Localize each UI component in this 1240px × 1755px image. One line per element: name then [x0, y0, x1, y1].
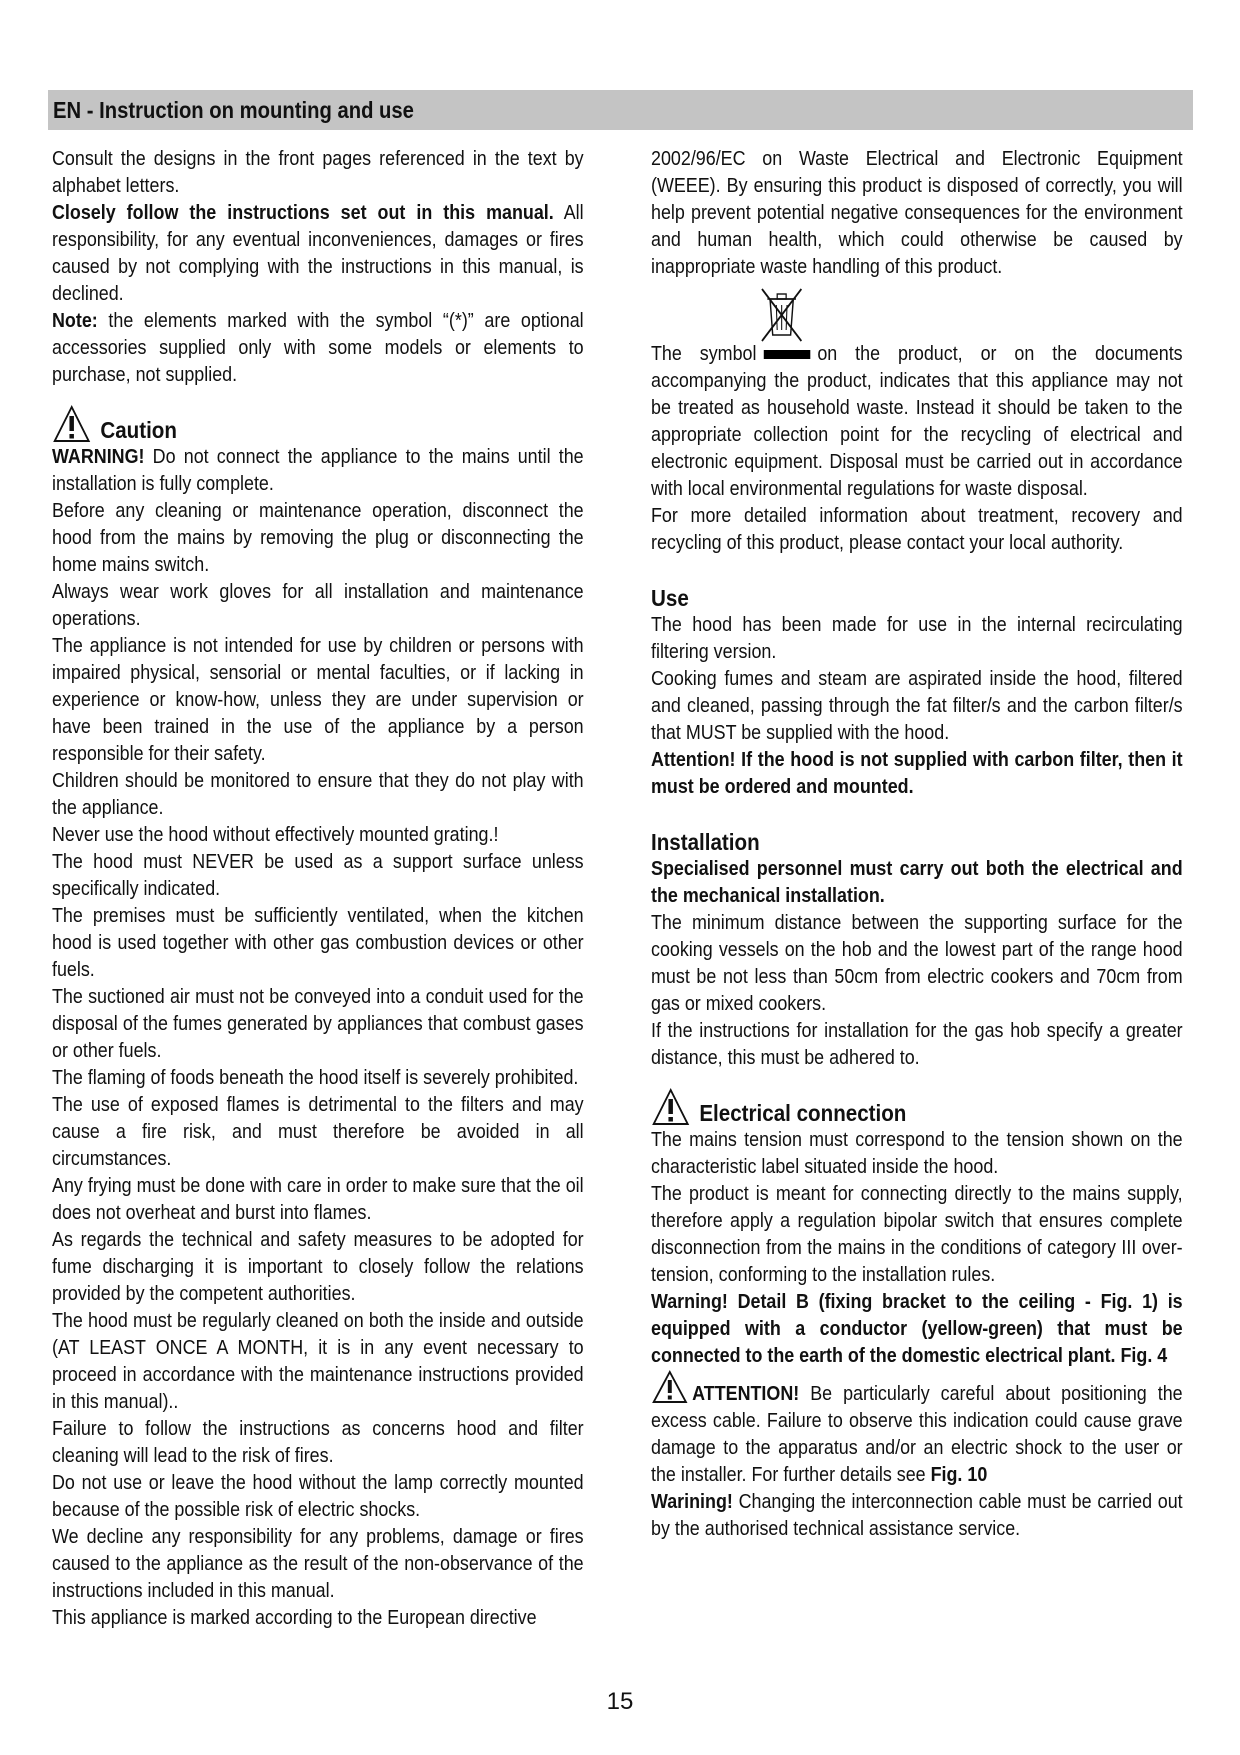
safety-paragraph: Any frying must be done with care in order to make sure that the oil does not overheat and burst into flames. [52, 1175, 584, 1224]
safety-paragraph: Never use the hood without effectively mounted grating.! [52, 824, 499, 846]
electrical-paragraph: The product is meant for connecting directly to the mains supply, therefore apply a regulation bipolar switch that ensures complete disconnection from the mains in the conditions of category III over-tension, conforming to the installation rules. [651, 1183, 1183, 1286]
safety-paragraph: The suctioned air must not be conveyed into a conduit used for the disposal of the fumes generated by appliances that combust gases or other fuels. [52, 986, 584, 1062]
safety-paragraph: Do not use or leave the hood without the lamp correctly mounted because of the possible risk of electric shocks. [52, 1472, 584, 1521]
use-paragraph: The hood has been made for use in the internal recirculating filtering version. [651, 614, 1183, 663]
electrical-heading [651, 1081, 1183, 1127]
weee-symbol-area [651, 281, 1183, 341]
left-column [52, 146, 584, 1632]
section-header [48, 90, 1193, 130]
page-number: 15 [606, 1688, 634, 1715]
safety-paragraph: The use of exposed flames is detrimental to the filters and may cause a fire risk, and must therefore be avoided in all circumstances. [52, 1094, 584, 1170]
use-paragraph: Cooking fumes and steam are aspirated inside the hood, filtered and cleaned, passing through the fat filter/s and the carbon filter/s that MUST be supplied with the hood. [651, 668, 1183, 744]
intro-paragraph: Consult the designs in the front pages referenced in the text by alphabet letters. [52, 148, 584, 197]
warning-triangle-icon [651, 1370, 689, 1404]
safety-paragraph: The premises must be sufficiently ventilated, when the kitchen hood is used together with other gas combustion devices or other fuels. [52, 905, 584, 981]
crossed-bin-icon [757, 285, 807, 345]
installation-bold: Specialised personnel must carry out both the electrical and the mechanical installation. [651, 858, 1183, 907]
safety-paragraph: The appliance is not intended for use by children or persons with impaired physical, sensorial or mental faculties, or if lacking in experience or know-how, unless they are under supervision or have been trained in the use of the appliance by a person responsible for their safety. [52, 635, 584, 765]
caution-title: Caution [100, 417, 177, 443]
use-attention: Attention! If the hood is not supplied with carbon filter, then it must be ordered and mounted. [651, 749, 1183, 798]
warining-paragraph: Warining! Changing the interconnection cable must be carried out by the authorised technical assistance service. [651, 1491, 1183, 1540]
safety-paragraph: The hood must NEVER be used as a support surface unless specifically indicated. [52, 851, 584, 900]
installation-paragraph: If the instructions for installation for the gas hob specify a greater distance, this must be adhered to. [651, 1020, 1183, 1069]
note-paragraph: Note: the elements marked with the symbol “(*)” are optional accessories supplied only with some models or elements to purchase, not supplied. [52, 310, 584, 386]
intro-instructions-paragraph: Closely follow the instructions set out in this manual. All responsibility, for any eventual inconveniences, damages or fires caused by not complying with the instructions in this manual, is declined. [52, 202, 584, 305]
safety-paragraph: Failure to follow the instructions as concerns hood and filter cleaning will lead to the risk of fires. [52, 1418, 584, 1467]
attention-paragraph: ATTENTION! Be particularly careful about positioning the excess cable. Failure to observe this indication could cause grave damage to the apparatus and/or an electric shock to the user or the installer. For further details see Fig. 10 [651, 1370, 1183, 1489]
safety-paragraph: The flaming of foods beneath the hood itself is severely prohibited. [52, 1067, 579, 1089]
warning-triangle-icon [52, 404, 91, 444]
warning-triangle-icon [651, 1087, 690, 1127]
installation-paragraph: The minimum distance between the supporting surface for the cooking vessels on the hob and the lowest part of the range hood must be not less than 50cm from electric cookers and 70cm from gas or mixed cookers. [651, 912, 1183, 1015]
weee-paragraph: 2002/96/EC on Waste Electrical and Electronic Equipment (WEEE). By ensuring this product is disposed of correctly, you will help prevent potential negative consequences for the environment and human health, which could otherwise be caused by inappropriate waste handling of this product. [651, 148, 1183, 278]
weee-bar-icon [764, 350, 811, 359]
use-title: Use [651, 585, 689, 611]
electrical-warning: Warning! Detail B (fixing bracket to the ceiling - Fig. 1) is equipped with a conductor (yellow-green) that must be connected to the earth of the domestic electrical plant. Fig. 4 [651, 1291, 1183, 1367]
safety-paragraph: As regards the technical and safety measures to be adopted for fume discharging it is important to closely follow the relations provided by the competent authorities. [52, 1229, 584, 1305]
safety-paragraph: Always wear work gloves for all installation and maintenance operations. [52, 581, 584, 630]
safety-paragraph: This appliance is marked according to the European directive [52, 1607, 537, 1629]
more-info-paragraph: For more detailed information about treatment, recovery and recycling of this product, please contact your local authority. [651, 505, 1183, 554]
safety-paragraph: Children should be monitored to ensure that they do not play with the appliance. [52, 770, 584, 819]
caution-heading [52, 398, 584, 444]
symbol-paragraph: The symbol on the product, or on the documents accompanying the product, indicates that this appliance may not be treated as household waste. Instead it should be taken to the appropriate collection point for the recycling of electrical and electronic equipment. Disposal must be carried out in accordance with local environmental regulations for waste disposal. [651, 343, 1183, 500]
safety-paragraph: Before any cleaning or maintenance operation, disconnect the hood from the mains by removing the plug or disconnecting the home mains switch. [52, 500, 584, 576]
warning-paragraph: WARNING! Do not connect the appliance to the mains until the installation is fully complete. [52, 446, 584, 495]
installation-title: Installation [651, 829, 760, 855]
safety-paragraph: We decline any responsibility for any problems, damage or fires caused to the appliance as the result of the non-observance of the instructions included in this manual. [52, 1526, 584, 1602]
header-title: EN - Instruction on mounting and use [53, 97, 414, 123]
electrical-paragraph: The mains tension must correspond to the tension shown on the characteristic label situated inside the hood. [651, 1129, 1183, 1178]
safety-paragraph: The hood must be regularly cleaned on both the inside and outside (AT LEAST ONCE A MONTH, it is in any event necessary to proceed in accordance with the maintenance instructions provided in this manual).. [52, 1310, 584, 1413]
electrical-title: Electrical connection [699, 1100, 907, 1126]
right-column [651, 146, 1183, 1543]
